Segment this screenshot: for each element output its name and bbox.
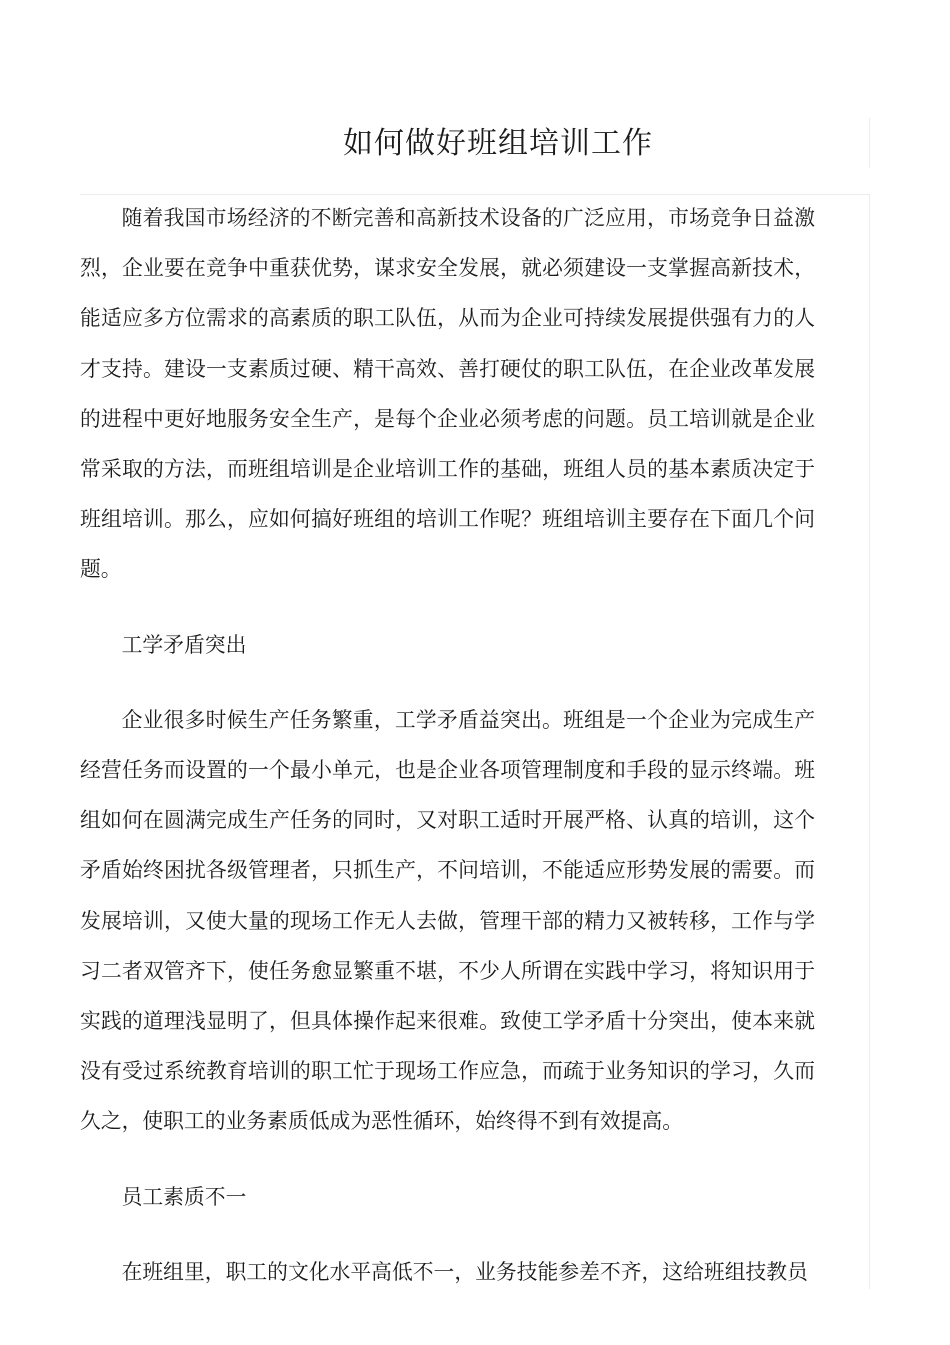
work-study-conflict-paragraph: 企业很多时候生产任务繁重，工学矛盾益突出。班组是一个企业为完成生产经营任务而设置的一个最小单元，也是企业各项管理制度和手段的显示终端。班组如何在圆满完成生产任务的同时，又对职工适时开展严格、认真的培训，这个矛盾始终困扰各级管理者，只抓生产，不问培训，不能适应形势发展的需要。而发展培训，又使大量的现场工作无人去做，管理干部的精力又被转移，工作与学习二者双管齐下，使任务愈显繁重不堪，不少人所谓在实践中学习，将知识用于实践的道理浅显明了，但具体操作起来很难。致使工学矛盾十分突出，使本来就没有受过系统教育培训的职工忙于现场工作应急，而疏于业务知识的学习，久而久之，使职工的业务素质低成为恶性循环，始终得不到有效提高。 (80, 707, 815, 1134)
staff-quality-paragraph: 在班组里，职工的文化水平高低不一，业务技能参差不齐，这给班组技教员 (121, 1259, 808, 1284)
document-body (80, 193, 815, 1297)
page-right-rule (869, 194, 870, 1289)
section-heading-work-study-conflict: 工学矛盾突出 (121, 632, 247, 657)
intro-paragraph: 随着我国市场经济的不断完善和高新技术设备的广泛应用，市场竞争日益激烈，企业要在竞争中重获优势，谋求安全发展，就必须建设一支掌握高新技术，能适应多方位需求的高素质的职工队伍，从而为企业可持续发展提供强有力的人才支持。建设一支素质过硬、精干高效、善打硬仗的职工队伍，在企业改革发展的进程中更好地服务安全生产，是每个企业必须考虑的问题。员工培训就是企业常采取的方法，而班组培训是企业培训工作的基础，班组人员的基本素质决定于班组培训。那么，应如何搞好班组的培训工作呢？班组培训主要存在下面几个问题。 (80, 206, 815, 582)
section-heading-staff-quality: 员工素质不一 (121, 1184, 247, 1209)
document-title: 如何做好班组培训工作 (343, 126, 653, 161)
